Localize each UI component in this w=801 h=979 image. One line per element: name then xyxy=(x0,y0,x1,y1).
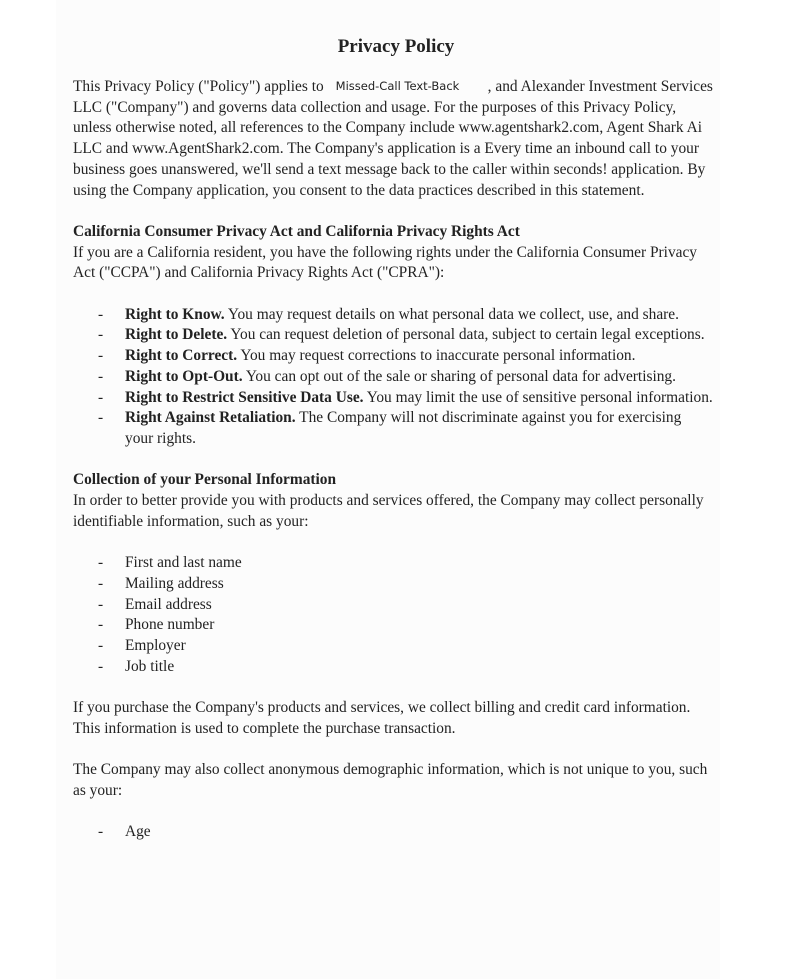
anonymous-paragraph: The Company may also collect anonymous demographic information, which is not unique to you, such as your: xyxy=(73,761,708,799)
right-text: You may request corrections to inaccurate personal information. xyxy=(237,347,636,365)
list-item: - Phone number xyxy=(73,615,713,636)
list-item: - Job title xyxy=(73,657,713,678)
right-term: Right to Opt-Out. xyxy=(125,367,243,385)
ccpa-heading: California Consumer Privacy Act and California Privacy Rights Act xyxy=(73,222,520,240)
collection-paragraph: In order to better provide you with products and services offered, the Company may collect personally identifiable information, such as your: xyxy=(73,492,704,530)
list-item: - Mailing address xyxy=(73,574,713,595)
right-term: Right to Restrict Sensitive Data Use. xyxy=(125,388,364,406)
page-title: Privacy Policy xyxy=(337,36,455,57)
ccpa-paragraph: If you are a California resident, you have the following rights under the California Consumer Privacy Act ("CCPA") and California Privacy Rights Act ("CPRA"): xyxy=(73,243,698,282)
billing-paragraph: If you purchase the Company's products and services, we collect billing and credit card information. This information is used to complete the purchase transaction. xyxy=(73,699,691,737)
list-item xyxy=(73,388,713,409)
list-item xyxy=(73,367,713,388)
intro-text-before: This Privacy Policy ("Policy") applies to xyxy=(73,78,324,95)
list-item: - Employer xyxy=(73,636,713,657)
rights-list xyxy=(73,305,713,450)
right-text: You may limit the use of sensitive personal information. xyxy=(363,388,713,406)
right-text: You may request details on what personal data we collect, use, and share. xyxy=(224,305,679,323)
privacy-policy-document xyxy=(73,34,713,843)
list-item xyxy=(73,325,713,346)
personal-info-list xyxy=(73,553,713,677)
right-text: You can request deletion of personal data, subject to certain legal exceptions. xyxy=(227,326,705,344)
demographic-list xyxy=(73,822,713,843)
right-term: Right to Correct. xyxy=(125,347,238,365)
list-item xyxy=(73,305,713,326)
list-item: - First and last name xyxy=(73,553,713,574)
collection-heading: Collection of your Personal Information xyxy=(73,471,337,489)
intro-paragraph xyxy=(73,76,713,201)
list-item xyxy=(73,408,713,449)
right-text: You can opt out of the sale or sharing of personal data for advertising. xyxy=(242,367,676,385)
right-term: Right Against Retaliation. xyxy=(125,409,296,427)
app-name-label: Missed-Call Text-Back xyxy=(335,79,460,93)
list-item: - Age xyxy=(73,822,713,843)
list-item: - Email address xyxy=(73,595,713,616)
right-text: The Company will not discriminate against you for exercising your rights. xyxy=(125,409,682,447)
intro-text-after: , and Alexander Investment Services LLC ("Company") and governs data collection and usage. For the purposes of this Privacy Policy, unless otherwise noted, all references to the Company include www.agentshark2.com, Agent Shark Ai LLC and www.AgentShark2.com. The Company's application is a Every time an inbound call to your business goes unanswered, we'll send a text message back to the caller within seconds! application. By using the Company application, you consent to the data practices described in this statement. xyxy=(73,78,713,199)
list-item xyxy=(73,346,713,367)
right-term: Right to Know. xyxy=(125,305,225,323)
right-term: Right to Delete. xyxy=(125,326,228,344)
